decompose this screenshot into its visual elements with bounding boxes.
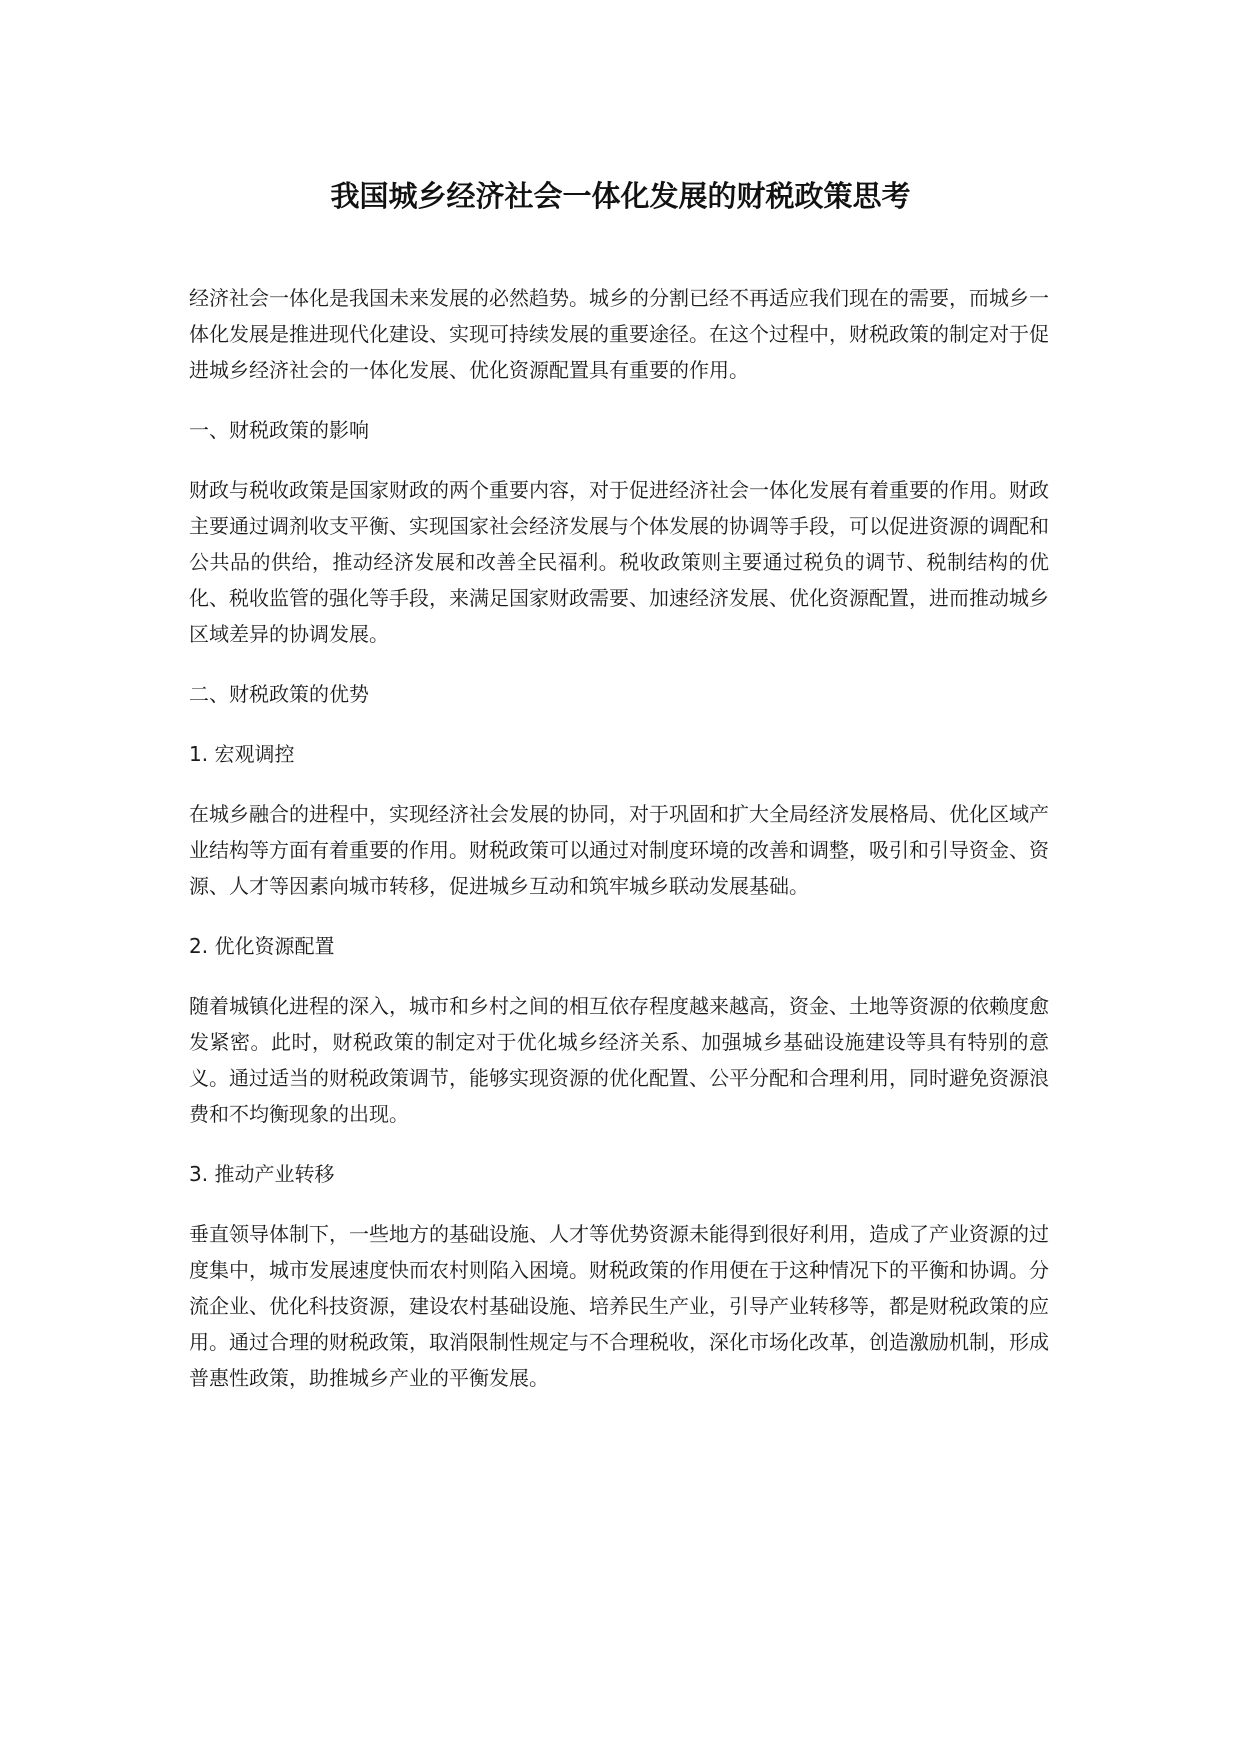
section-heading-advantages: 二、财税政策的优势	[189, 682, 369, 706]
document-title: 我国城乡经济社会一体化发展的财税政策思考	[330, 179, 911, 213]
subheading-macro-control: 1. 宏观调控	[189, 742, 295, 766]
macro-control-paragraph: 在城乡融合的进程中，实现经济社会发展的协同，对于巩固和扩大全局经济发展格局、优化区域产业结构等方面有着重要的作用。财税政策可以通过对制度环境的改善和调整，吸引和引导资金、资源、人才等因素向城市转移，促进城乡互动和筑牢城乡联动发展基础。	[189, 802, 1049, 898]
intro-paragraph: 经济社会一体化是我国未来发展的必然趋势。城乡的分割已经不再适应我们现在的需要，而城乡一体化发展是推进现代化建设、实现可持续发展的重要途径。在这个过程中，财税政策的制定对于促进城乡经济社会的一体化发展、优化资源配置具有重要的作用。	[189, 286, 1049, 382]
subheading-industry-transfer: 3. 推动产业转移	[189, 1162, 335, 1186]
subheading-resource-allocation: 2. 优化资源配置	[189, 934, 335, 958]
industry-transfer-paragraph: 垂直领导体制下，一些地方的基础设施、人才等优势资源未能得到很好利用，造成了产业资源的过度集中，城市发展速度快而农村则陷入困境。财税政策的作用便在于这种情况下的平衡和协调。分流企业、优化科技资源，建设农村基础设施、培养民生产业，引导产业转移等，都是财税政策的应用。通过合理的财税政策，取消限制性规定与不合理税收，深化市场化改革，创造激励机制，形成普惠性政策，助推城乡产业的平衡发展。	[189, 1222, 1049, 1390]
document-body	[189, 280, 1049, 1396]
section-heading-impact: 一、财税政策的影响	[189, 418, 369, 442]
section-impact-paragraph: 财政与税收政策是国家财政的两个重要内容，对于促进经济社会一体化发展有着重要的作用。财政主要通过调剂收支平衡、实现国家社会经济发展与个体发展的协调等手段，可以促进资源的调配和公共品的供给，推动经济发展和改善全民福利。税收政策则主要通过税负的调节、税制结构的优化、税收监管的强化等手段，来满足国家财政需要、加速经济发展、优化资源配置，进而推动城乡区域差异的协调发展。	[189, 478, 1049, 646]
resource-allocation-paragraph: 随着城镇化进程的深入，城市和乡村之间的相互依存程度越来越高，资金、土地等资源的依赖度愈发紧密。此时，财税政策的制定对于优化城乡经济关系、加强城乡基础设施建设等具有特别的意义。通过适当的财税政策调节，能够实现资源的优化配置、公平分配和合理利用，同时避免资源浪费和不均衡现象的出现。	[189, 994, 1049, 1126]
